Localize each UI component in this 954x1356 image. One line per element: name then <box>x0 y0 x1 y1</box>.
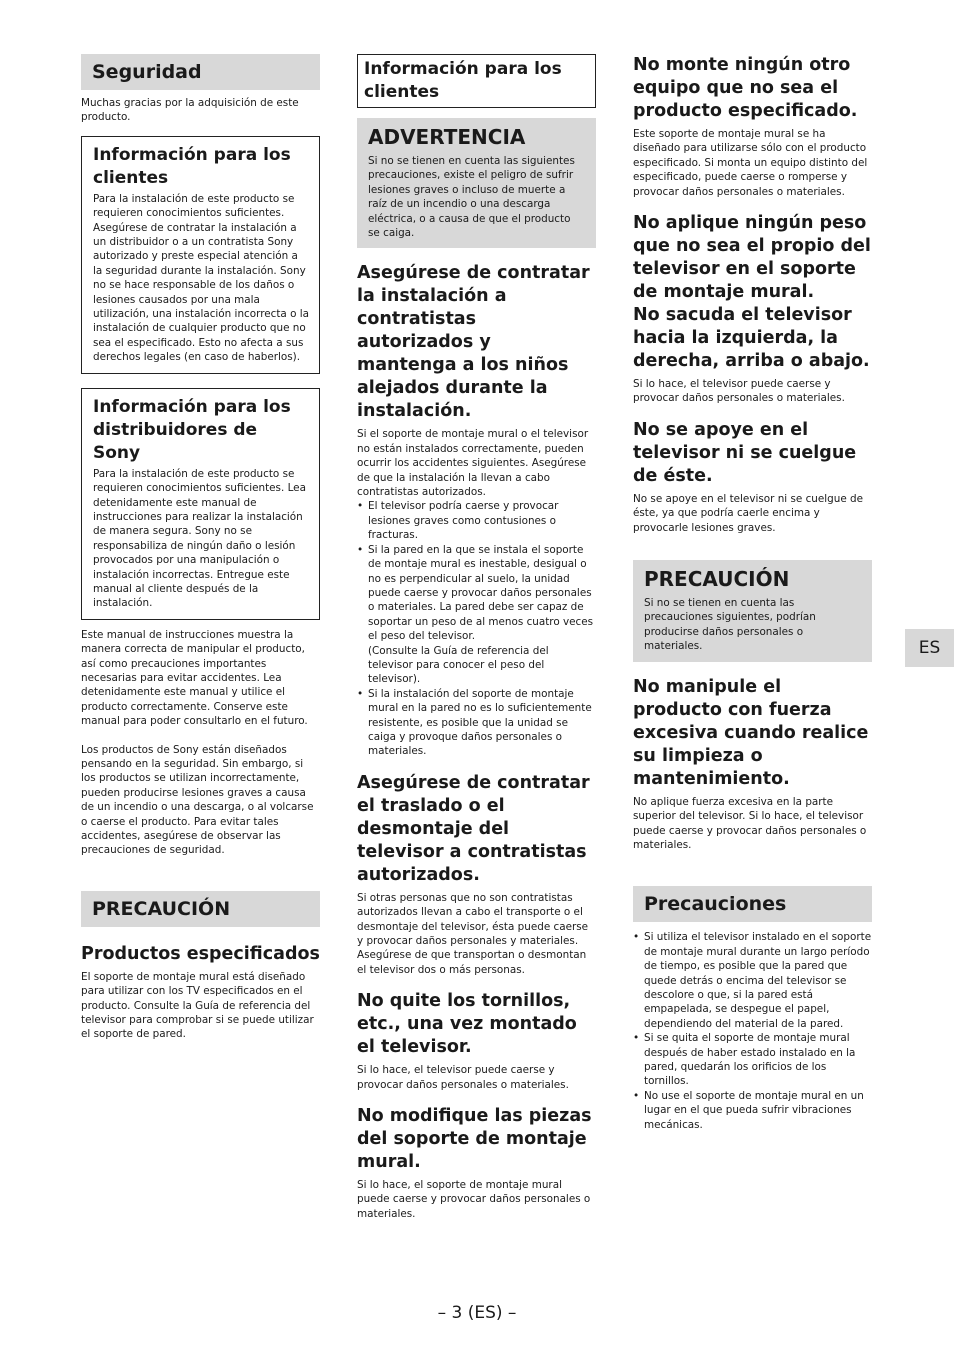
no-shake-heading: No sacuda el televisor hacia la izquierda, la derecha, arriba o abajo. <box>633 305 870 372</box>
transport-heading: Asegúrese de contratar el traslado o el desmontaje del televisor a contratistas autorizados. <box>357 772 590 885</box>
screws-text: Si lo hace, el televisor puede caerse y provocar daños personales o materiales. <box>357 1064 569 1091</box>
dealer-info-box <box>81 388 320 620</box>
safety-paragraph: Los productos de Sony están diseñados pensando en la seguridad. Sin embargo, si los productos se utilizan incorrectamente, pueden producirse lesiones graves a causa de un incendio o una descarga, o al volcarse o caerse el producto. Para evitar tales accidentes, asegúrese de observar las precauciones de seguridad. <box>81 743 314 857</box>
advertencia-box <box>357 118 596 248</box>
productos-text: El soporte de montaje mural está diseñado para utilizar con los TV especificados en el producto. Consulte la Guía de referencia del televisor para comprobar si se puede utilizar el soporte de pared. <box>81 970 314 1041</box>
precaucion-heading-1: PRECAUCIÓN <box>81 891 320 927</box>
customer-info-text: Para la instalación de este producto se requieren conocimientos suficientes. Asegúrese de contratar la instalación a un distribuidor o a un contratista Sony autorizado y preste especial atención a la seguridad durante la instalación. Sony no se hace responsable de los daños o lesiones causados por una mala utilización, una instalación incorrecta o la instalación de cualquier producto que no sea el especificado. Esto no afecta a sus derechos legales (en caso de haberlos). <box>93 192 309 364</box>
cleaning-text: No aplique fuerza excesiva en la parte superior del televisor. Si lo hace, el televisor puede caerse y provocar daños personales o materiales. <box>633 795 867 851</box>
no-lean-text: No se apoye en el televisor ni se cuelgue de éste, ya que podría caerle encima y provocarle lesiones graves. <box>633 492 864 534</box>
no-lean-heading: No se apoye en el televisor ni se cuelgue de éste. <box>633 419 857 486</box>
column-3 <box>633 54 872 1132</box>
contractor-install-text: Si el soporte de montaje mural o el televisor no están instalados correctamente, pueden ocurrir los accidentes siguientes. Asegúrese de que la instalación la llevan a cabo contratistas autorizados. <box>357 428 589 499</box>
contractor-install-heading: Asegúrese de contratar la instalación a contratistas autorizados y mantenga a los niños alejados durante la instalación. <box>357 263 590 422</box>
precauciones-heading: Precauciones <box>633 886 872 922</box>
intro-text: Muchas gracias por la adquisición de este producto. <box>81 97 299 124</box>
precaucion-box <box>633 560 872 662</box>
customer-info-title-2: Información para los clientes <box>364 59 562 102</box>
column-2 <box>357 54 596 1221</box>
precaucion-heading-2: PRECAUCIÓN <box>644 567 790 592</box>
list-item: • Si se quita el soporte de montaje mural después de haber estado instalado en la pared, quedarán los orificios de los tornillos. <box>633 1031 872 1089</box>
modify-heading: No modifique las piezas del soporte de montaje mural. <box>357 1106 592 1173</box>
manual-paragraph: Este manual de instrucciones muestra la manera correcta de manipular el producto, así como precauciones importantes necesarias para evitar accidentes. Lea detenidamente este manual y utilice el producto correctamente. Conserve este manual para poder consultarlo en el futuro. <box>81 628 308 728</box>
precauciones-list <box>633 930 872 1132</box>
list-note <box>357 644 596 687</box>
precaucion-text: Si no se tienen en cuenta las precauciones siguientes, podrían producirse daños personales o materiales. <box>644 597 816 653</box>
list-item: • Si utiliza el televisor instalado en el soporte de montaje mural durante un largo período de tiempo, es posible que la pared que quede detrás o encima del televisor se descolore o que, si la pared está empapelada, se despegue el papel, dependiendo del material de la pared. <box>633 930 872 1031</box>
list-note-text: (Consulte la Guía de referencia del televisor para conocer el peso del televisor). <box>368 644 549 686</box>
column-1 <box>81 54 320 1042</box>
customer-info-box <box>81 136 320 374</box>
cleaning-heading: No manipule el producto con fuerza excesiva cuando realice su limpieza o mantenimiento. <box>633 676 869 789</box>
contractor-install-list <box>357 499 596 758</box>
dealer-info-text: Para la instalación de este producto se requieren conocimientos suficientes. Lea detenidamente este manual de instrucciones para realizar la instalación de manera segura. Sony no se responsabiliza de ningún daño o lesión provocados por una manipulación o instalación incorrectas. Entregue este manual al cliente después de la instalación. <box>93 467 306 610</box>
other-equipment-heading: No monte ningún otro equipo que no sea el producto especificado. <box>633 55 858 121</box>
no-weight-heading: No aplique ningún peso que no sea el propio del televisor en el soporte de montaje mural. <box>633 213 871 303</box>
other-equipment-text: Este soporte de montaje mural se ha diseñado para utilizarse sólo con el producto especificado. Si monta un equipo distinto del especificado, puede caerse o romperse y provocar daños personales o materiales. <box>633 128 868 198</box>
screws-heading: No quite los tornillos, etc., una vez montado el televisor. <box>357 991 577 1058</box>
seguridad-heading: Seguridad <box>81 54 320 90</box>
advertencia-heading: ADVERTENCIA <box>368 125 526 149</box>
productos-heading: Productos especificados <box>81 943 320 964</box>
list-item: • Si la pared en la que se instala el soporte de montaje mural es inestable, desigual o no es perpendicular al suelo, la unidad puede caerse y provocar daños personales o materiales. La pared debe ser capaz de soportar un peso de al menos cuatro veces el peso del televisor. <box>357 543 596 644</box>
list-item: • No use el soporte de montaje mural en un lugar en el que pueda sufrir vibraciones mecánicas. <box>633 1089 872 1132</box>
list-item: • Si la instalación del soporte de montaje mural en la pared no es lo suficientemente resistente, es posible que la unidad se caiga y provoque daños personales o materiales. <box>357 687 596 759</box>
modify-text: Si lo hace, el soporte de montaje mural puede caerse y provocar daños personales o materiales. <box>357 1179 591 1220</box>
customer-info-title: Información para los clientes <box>93 144 291 188</box>
no-weight-text: Si lo hace, el televisor puede caerse y provocar daños personales o materiales. <box>633 378 845 405</box>
language-tab: ES <box>905 629 954 667</box>
list-item: • El televisor podría caerse y provocar lesiones graves como contusiones o fracturas. <box>357 499 596 542</box>
advertencia-text: Si no se tienen en cuenta las siguientes precauciones, existe el peligro de sufrir lesiones graves o incluso de muerte a raíz de un incendio o una descarga eléctrica, o a causa de que el producto se caiga. <box>368 155 575 240</box>
dealer-info-title: Información para los distribuidores de Sony <box>93 396 291 463</box>
page-number: – 3 (ES) – <box>437 1303 517 1323</box>
transport-text: Si otras personas que no son contratistas autorizados llevan a cabo el transporte o el desmontaje del televisor, ésta puede caerse y provocar daños personales y materiales. Asegúrese de que transportan o desmontan el televisor dos o más personas. <box>357 891 589 976</box>
customer-info-box-2 <box>357 54 596 108</box>
